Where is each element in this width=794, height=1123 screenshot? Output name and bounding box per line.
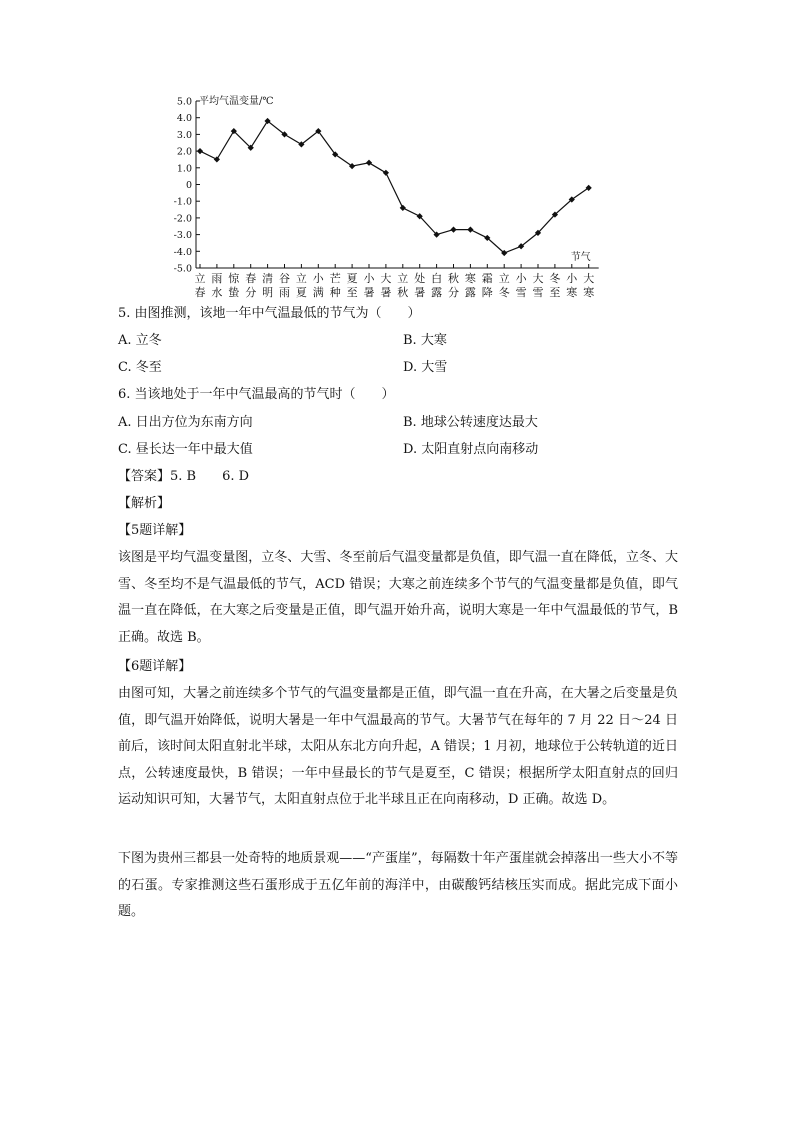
y-axis-title: 平均气温变量/℃ (199, 96, 274, 107)
data-point (467, 226, 473, 232)
x-tick-label-top: 清 (262, 272, 274, 285)
x-tick-label-bottom: 露 (431, 286, 443, 299)
question-6-stem: 6. 当该地处于一年中气温最高的节气时（ ） (118, 387, 395, 402)
x-tick-label-top: 冬 (549, 272, 561, 285)
y-tick-label: 1.0 (176, 163, 192, 175)
x-tick-label-bottom: 种 (329, 286, 341, 299)
x-tick-label-top: 大 (380, 272, 392, 285)
q6-option-d: D. 太阳直射点向南移动 (403, 442, 539, 457)
q6-option-a: A. 日出方位为东南方向 (118, 415, 253, 430)
x-tick-label-bottom: 至 (549, 286, 561, 299)
x-tick-label-top: 霜 (481, 272, 493, 285)
temperature-change-chart (160, 88, 640, 303)
y-tick-label: 5.0 (176, 96, 192, 108)
x-tick-label-bottom: 寒 (566, 286, 578, 299)
x-axis-labels (195, 264, 595, 299)
answer-line: 【答案】5. B 6. D (118, 469, 250, 484)
x-tick-label-top: 大 (532, 272, 544, 285)
y-tick-label: 0 (185, 180, 192, 191)
x-tick-label-bottom: 秋 (397, 286, 409, 299)
x-tick-label-bottom: 明 (262, 286, 274, 299)
analysis-heading: 【解析】 (118, 496, 171, 511)
q5-option-c: C. 冬至 (118, 360, 162, 375)
x-tick-label-bottom: 夏 (295, 286, 307, 299)
x-tick-label-top: 立 (498, 272, 510, 285)
x-tick-label-top: 小 (515, 272, 527, 285)
x-tick-label-bottom: 雨 (279, 286, 290, 299)
q6-option-c: C. 昼长达一年中最大值 (118, 442, 253, 457)
x-tick-label-bottom: 分 (245, 286, 257, 299)
x-tick-label-bottom: 暑 (380, 286, 392, 299)
x-tick-label-top: 立 (397, 272, 409, 285)
y-tick-label: 4.0 (176, 113, 192, 125)
data-point (366, 160, 372, 166)
x-tick-label-top: 大 (583, 272, 595, 285)
x-tick-label-bottom: 寒 (583, 286, 595, 299)
x-tick-label-top: 寒 (464, 272, 476, 285)
x-tick-label-bottom: 降 (481, 286, 493, 299)
x-tick-label-top: 夏 (346, 272, 358, 285)
x-tick-label-top: 白 (431, 272, 443, 285)
q5-detail-heading: 【5题详解】 (118, 523, 192, 538)
y-tick-label: -2.0 (173, 213, 192, 225)
y-tick-label: -4.0 (173, 246, 192, 258)
x-tick-label-top: 立 (194, 272, 206, 285)
x-tick-label-bottom: 至 (346, 286, 358, 299)
question-5-stem: 5. 由图推测，该地一年中气温最低的节气为（ ） (118, 306, 421, 321)
data-point (214, 156, 220, 162)
series-line (200, 121, 589, 253)
x-tick-label-top: 秋 (448, 272, 459, 285)
x-tick-label-bottom: 分 (448, 286, 459, 299)
x-tick-label-bottom: 雪 (532, 286, 544, 299)
x-tick-label-bottom: 春 (194, 286, 206, 299)
x-tick-label-top: 小 (363, 272, 375, 285)
data-point (450, 226, 456, 232)
x-tick-label-top: 小 (566, 272, 578, 285)
q6-detail-text: 由图可知，大暑之前连续多个节气的气温变量都是正值，即气温一直在升高，在大暑之后变量是负值，即气温开始降低，说明大暑是一年中气温最高的节气。大暑节气在每年的 7 月 22 日～24 日前后，该时间太阳直射北半球，太阳从东北方向升起，A 错误；1 月初，地球位于公转轨道的近日点，公转速度最快，B 错误；一年中昼最长的节气是夏至，C 错误；根据所学太阳直射点的回归运动知识可知，大暑节气，太阳直射点位于北半球且正在向南移动，D 正确。故选 D。 (118, 686, 678, 807)
x-tick-label-top: 立 (295, 272, 307, 285)
chart-axes (196, 101, 599, 268)
x-tick-label-bottom: 露 (464, 286, 476, 299)
x-tick-label-top: 春 (245, 272, 257, 285)
y-tick-label: 3.0 (176, 129, 192, 141)
x-tick-label-bottom: 暑 (414, 286, 426, 299)
q5-option-b: B. 大寒 (403, 333, 447, 348)
data-point (197, 148, 203, 154)
x-tick-label-bottom: 冬 (498, 286, 510, 299)
q6-detail-heading: 【6题详解】 (118, 659, 192, 674)
x-tick-label-bottom: 雪 (515, 286, 527, 299)
x-tick-label-bottom: 满 (312, 286, 324, 299)
x-tick-label-bottom: 暑 (363, 286, 375, 299)
x-tick-label-bottom: 蛰 (228, 286, 240, 299)
line-chart-svg (160, 88, 640, 303)
next-question-intro: 下图为贵州三都县一处奇特的地质景观——“产蛋崖”，每隔数十年产蛋崖就会掉落出一些大小不等的石蛋。专家推测这些石蛋形成于五亿年前的海洋中，由碳酸钙结核压实而成。据此完成下面小题。 (118, 851, 678, 919)
x-tick-label-top: 雨 (211, 272, 223, 285)
x-tick-label-top: 小 (312, 272, 324, 285)
y-tick-label: -5.0 (173, 263, 192, 275)
y-tick-label: -3.0 (173, 230, 192, 242)
q5-option-a: A. 立冬 (118, 333, 162, 348)
q5-option-d: D. 大雪 (403, 360, 448, 375)
x-tick-label-top: 芒 (329, 272, 341, 285)
y-tick-label: -1.0 (173, 196, 192, 208)
q5-detail-text: 该图是平均气温变量图，立冬、大雪、冬至前后气温变量都是负值，即气温一直在降低，立冬、大雪、冬至均不是气温最低的节气，ACD 错误；大寒之前连续多个节气的气温变量都是负值，即气温一直在降低，在大寒之后变量是正值，即气温开始升高，说明大寒是一年中气温最低的节气，B 正确。故选 B。 (118, 550, 678, 645)
data-point (400, 205, 406, 211)
x-tick-label-top: 处 (414, 272, 426, 285)
x-tick-label-bottom: 水 (211, 286, 223, 299)
x-tick-label-top: 惊 (228, 272, 240, 285)
y-tick-label: 2.0 (176, 146, 192, 158)
data-point (383, 170, 389, 176)
q6-option-b: B. 地球公转速度达最大 (403, 415, 538, 430)
x-axis-title: 节气 (570, 252, 591, 263)
x-tick-label-top: 谷 (279, 272, 290, 285)
